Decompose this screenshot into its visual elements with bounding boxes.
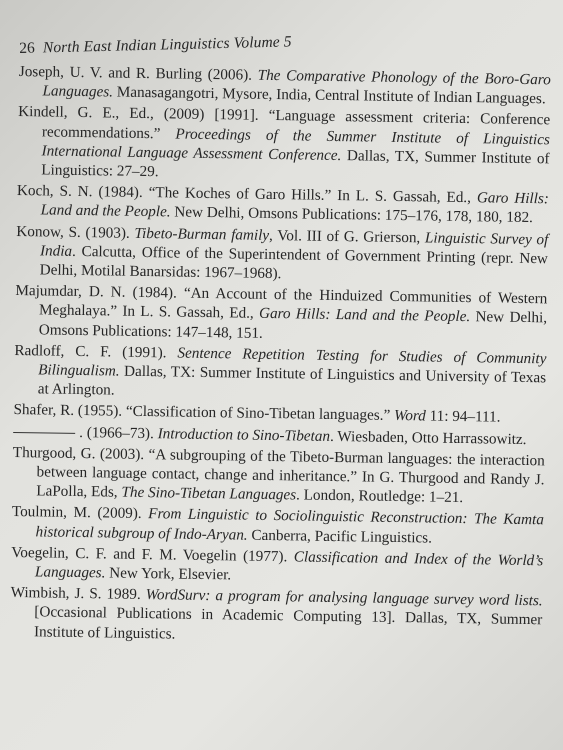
reference-toulmin: Toulmin, M. (2009). From Linguistic to Sociolinguistic Reconstruction: The Kamta historical subgroup of Indo-Aryan. Canberra, Pacific Linguistics. (11, 503, 545, 547)
page-number: 26 (19, 39, 36, 57)
reference-list (10, 62, 551, 651)
reference-koch: Koch, S. N. (1984). “The Koches of Garo Hills.” In L. S. Gassah, Ed., Garo Hills: Land and the People. New Delhi, Omsons Publications: 175–176, 178, 180, 182. (16, 182, 550, 227)
reference-konow: Konow, S. (1903). Tibeto-Burman family, Vol. III of G. Grierson, Linguistic Survey of India. Calcutta, Office of the Superintendent of Government Printing (repr. New Delhi, Motilal Banarsidas: 1967–1968). (16, 222, 549, 283)
reference-radloff: Radloff, C. F. (1991). Sentence Repetition Testing for Studies of Community Bilingualism. Dallas, TX: Summer Institute of Linguistics and University of Texas at Arlington. (14, 341, 547, 399)
running-title: North East Indian Linguistics Volume 5 (42, 33, 292, 57)
reference-shafer-1955: Shafer, R. (1955). “Classification of Sino-Tibetan languages.” Word 11: 94–111. (13, 401, 501, 427)
repeat-author-dash (13, 432, 75, 434)
reference-majumdar: Majumdar, D. N. (1984). “An Account of the Hinduized Communities of Western Meghalaya.” In L. S. Gassah, Ed., Garo Hills: Land and the People. New Delhi, Omsons Publications: 147–148, 151. (15, 282, 548, 342)
reference-voegelin: Voegelin, C. F. and F. M. Voegelin (1977). Classification and Index of the World’s Languages. New York, Elsevier. (11, 543, 544, 584)
reference-shafer-1966: . (1966–73). Introduction to Sino-Tibetan. Wiesbaden, Otto Harrassowitz. (13, 422, 545, 450)
reference-kindell: Kindell, G. E., Ed., (2009) [1991]. “Language assessment criteria: Conference recommendations.” Proceedings of the Summer Institute of Linguistics International Language Assessment Conference. Dallas, TX, Summer Institute of Linguistics: 27–29. (18, 103, 551, 181)
reference-wimbish: Wimbish, J. S. 1989. WordSurv: a program for analysing language survey word lists. [Occasional Publications in Academic Computing 13]. Dallas, TX, Summer Institute of Linguistics. (10, 584, 543, 643)
reference-joseph: Joseph, U. V. and R. Burling (2006). The Comparative Phonology of the Boro-Garo Languages. Manasagangotri, Mysore, India, Central Institute of Indian Languages. (18, 62, 551, 108)
reference-thurgood: Thurgood, G. (2003). “A subgrouping of the Tibeto-Burman languages: the interaction between language contact, change and inheritance.” In G. Thurgood and Randy J. LaPolla, Eds, The Sino-Tibetan Languages. London, Routledge: 1–21. (12, 443, 545, 507)
running-header (19, 27, 549, 58)
